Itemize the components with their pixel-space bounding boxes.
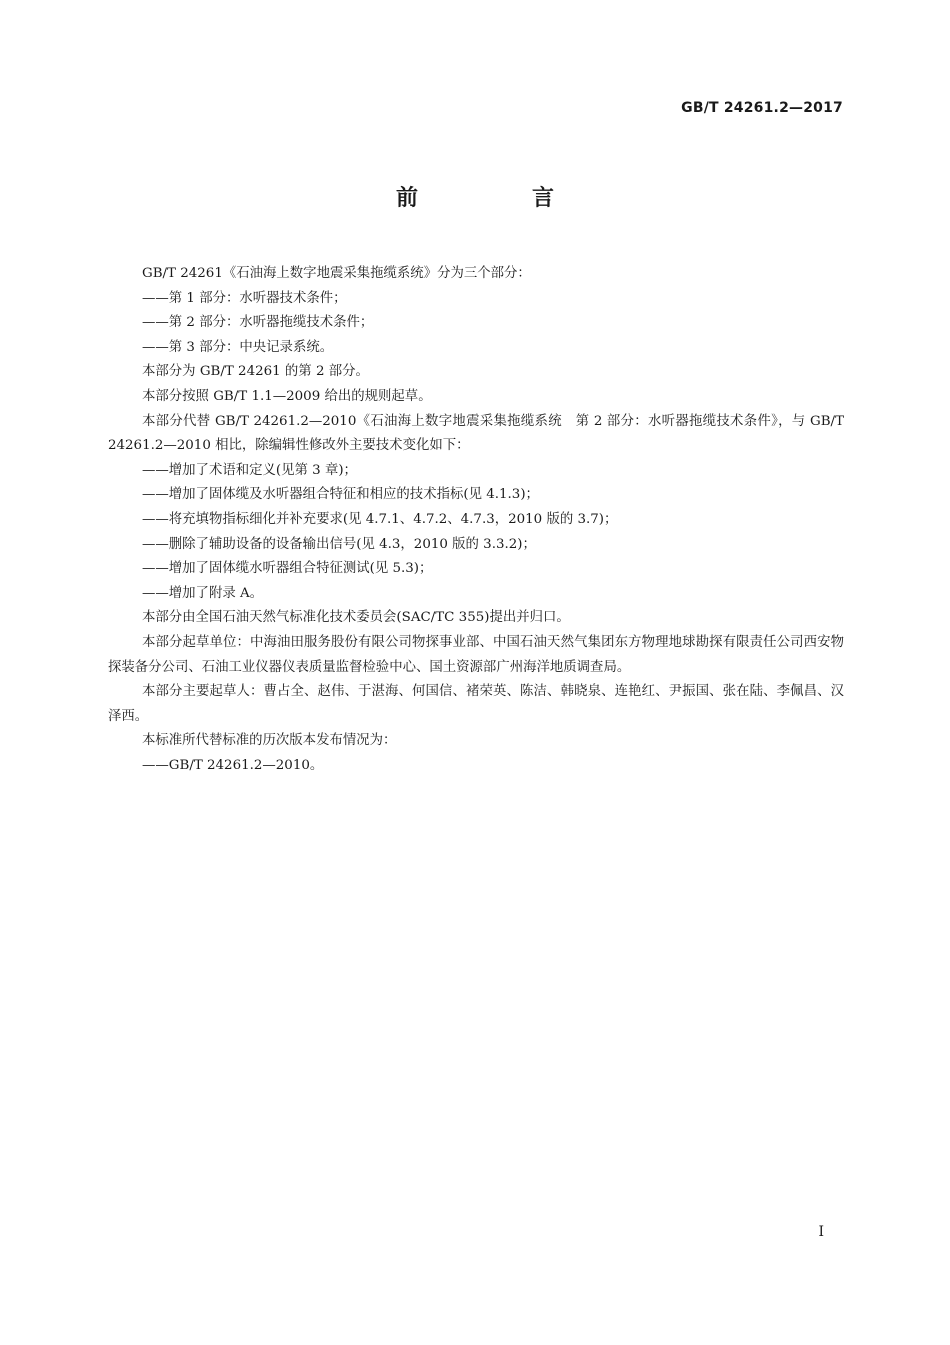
proposer-statement: 本部分由全国石油天然气标准化技术委员会(SAC/TC 355)提出并归口。: [142, 610, 570, 626]
page-number: I: [818, 1224, 824, 1240]
change-item-filler: ——将充填物指标细化并补充要求(见 4.7.1、4.7.2、4.7.3，2010 版的 3.7)；: [142, 511, 618, 527]
history-statement: 本标准所代替标准的历次版本发布情况为：: [142, 733, 397, 749]
part-1-item: ——第 1 部分：水听器技术条件；: [142, 290, 347, 306]
intro-paragraph: GB/T 24261《石油海上数字地震采集拖缆系统》分为三个部分：: [142, 266, 531, 281]
change-item-test: ——增加了固体缆水听器组合特征测试(见 5.3)；: [142, 561, 433, 577]
main-drafters: 本部分主要起草人：曹占全、赵伟、于湛海、何国信、褚荣英、陈洁、韩晓泉、连艳红、尹振国、张在陆、李佩昌、汉泽西。: [108, 684, 844, 724]
standard-code: GB/T 24261.2—2017: [681, 100, 843, 116]
replacement-statement: 本部分代替 GB/T 24261.2—2010《石油海上数字地震采集拖缆系统 第 2 部分：水听器拖缆技术条件》，与 GB/T 24261.2—2010 相比，除编辑性修改外主要技术变化如下：: [108, 413, 844, 454]
change-item-annex: ——增加了附录 A。: [142, 585, 264, 601]
part-3-item: ——第 3 部分：中央记录系统。: [142, 339, 334, 355]
page-title: 前 言: [395, 186, 600, 211]
part-statement: 本部分为 GB/T 24261 的第 2 部分。: [142, 364, 369, 380]
foreword-body: [108, 262, 844, 778]
change-item-solid-cable: ——增加了固体缆及水听器组合特征和相应的技术指标(见 4.1.3)；: [142, 487, 539, 503]
history-item: ——GB/T 24261.2—2010。: [142, 757, 324, 773]
part-2-item: ——第 2 部分：水听器拖缆技术条件；: [142, 315, 374, 331]
drafting-rules-statement: 本部分按照 GB/T 1.1—2009 给出的规则起草。: [142, 388, 432, 404]
change-item-auxiliary: ——删除了辅助设备的设备输出信号(见 4.3，2010 版的 3.3.2)；: [142, 536, 536, 552]
change-item-terms: ——增加了术语和定义(见第 3 章)；: [142, 462, 357, 478]
drafting-units: 本部分起草单位：中海油田服务股份有限公司物探事业部、中国石油天然气集团东方物理地球勘探有限责任公司西安物探装备分公司、石油工业仪器仪表质量监督检验中心、国土资源部广州海洋地质调查局。: [108, 634, 844, 675]
